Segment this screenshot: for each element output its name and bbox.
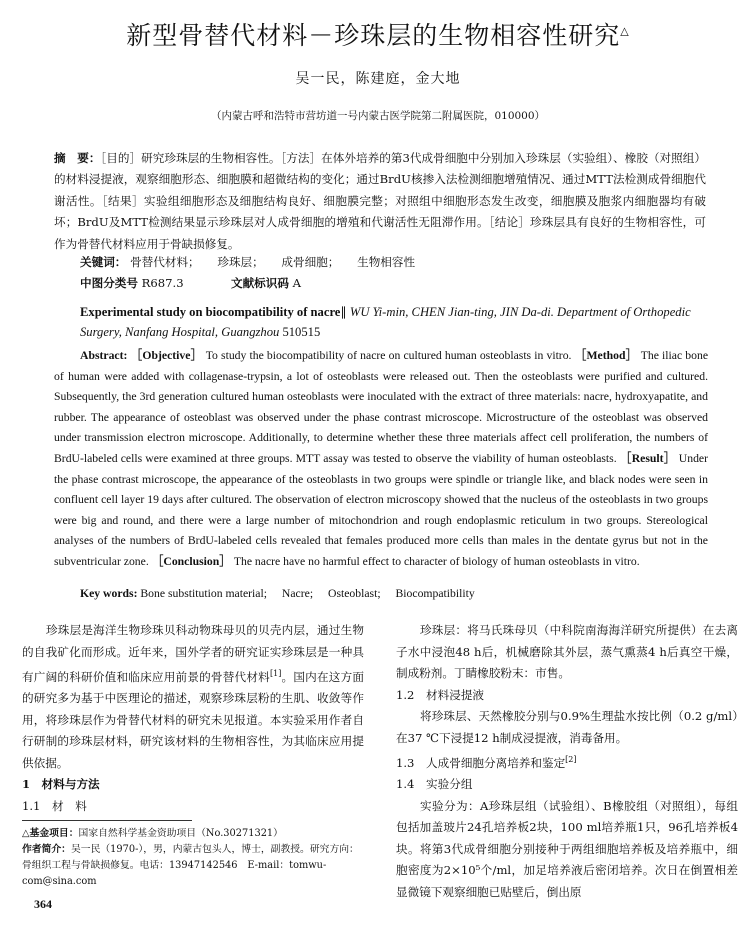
- materials-paragraph: 珍珠层：将马氏珠母贝（中科院南海海洋研究所提供）在去离子水中浸泡48 h后，机械磨除其外层，蒸气熏蒸4 h后真空干燥，制成粉剂。丁睛橡胶粉末：市售。: [396, 623, 738, 680]
- citation: [1]: [269, 669, 282, 678]
- english-authors-affiliation: WU Yi-min, CHEN Jian-ting, JIN Da-di. Department of Orthopedic Surgery, Nanfang Hospital, Guangzhou: [80, 305, 691, 339]
- author-bio-text: 吴一民（1970-），男，内蒙古包头人，博士，副教授。研究方向：骨组织工程与骨缺损修复。电话：13947142546 E-mail：tomwu-com@sina.com: [22, 844, 359, 887]
- footnote-divider: [22, 820, 192, 821]
- title-separator: ∥: [340, 305, 347, 319]
- page-number: 364: [34, 897, 52, 911]
- subsection-heading: 1.2 材料浸提液: [396, 687, 485, 702]
- subsection-heading: 1.1 材 料: [22, 798, 87, 813]
- subsection-heading-text: 1.3 人成骨细胞分离培养和鉴定: [396, 755, 566, 770]
- classification-line: [80, 275, 301, 291]
- objective-label: ［Objective］: [130, 349, 203, 362]
- abstract-body: ［目的］研究珍珠层的生物相容性。［方法］在体外培养的第3代成骨细胞中分别加入珍珠层（实验组）、橡胶（对照组）的材料浸提液，观察细胞形态、细胞膜和超微结构的变化；通过BrdU核掺入法检测细胞增殖情况、通过MTT法检测成骨细胞代谢活性。［结果］实验组细胞形态及细胞结构良好、细胞膜完整；对照组中细胞形态发生改变，细胞膜及胞浆内细胞器均有破坏；BrdU及MTT检测结果显示珍珠层对人成骨细胞的增殖和代谢活性无阻滞作用。［结论］珍珠层具有良好的生物相容性，可作为骨替代材料应用于骨缺损修复。: [54, 151, 706, 251]
- right-column: [396, 620, 738, 903]
- citation: [2]: [565, 755, 577, 764]
- extract-paragraph: 将珍珠层、天然橡胶分别与0.9%生理盐水按比例（0.2 g/ml）在37 ℃下浸提12 h制成浸提液，消毒备用。: [396, 709, 738, 745]
- paper-title: [0, 16, 756, 52]
- english-title: Experimental study on biocompatibility of nacre: [80, 305, 341, 319]
- en-keyword: Nacre;: [281, 587, 314, 600]
- method-label: ［Method］: [574, 349, 638, 362]
- keyword: 珍珠层；: [217, 255, 264, 269]
- document-code: A: [292, 276, 302, 290]
- subsection-heading: 1.4 实验分组: [396, 777, 473, 792]
- chinese-keywords: [80, 254, 429, 270]
- en-keywords-label: Key words:: [80, 587, 138, 600]
- authors: 吴一民，陈建庭，金大地: [295, 71, 461, 87]
- left-column: [22, 620, 364, 817]
- fund-label: △基金项目：: [22, 828, 79, 839]
- keyword: 生物相容性: [357, 255, 416, 269]
- footnote: [22, 826, 364, 890]
- english-abstract: [54, 346, 708, 573]
- conclusion-label: ［Conclusion］: [151, 554, 231, 568]
- intro-text-continued: 。国内在这方面的研究多为基于中医理论的描述，观察珍珠层粉的生肌、收敛等作用，将珍珠层作为骨替代材料的研究未见报道。本实验采用作者自行研制的珍珠层材料，研究该材料的生物相容性，为其临床应用提供依据。: [22, 669, 364, 770]
- objective-text: To study the biocompatibility of nacre on cultured human osteoblasts in vitro.: [205, 349, 572, 362]
- conclusion-text: The nacre have no harmful effect to character of biology of human osteoblasts in vitro.: [233, 554, 640, 568]
- keyword: 骨替代材料；: [130, 255, 200, 269]
- intro-paragraph: [22, 620, 364, 774]
- en-keyword: Bone substitution material;: [140, 587, 267, 600]
- classification-code: R687.3: [141, 276, 184, 290]
- classification-label: 中图分类号: [80, 276, 138, 290]
- method-text: The iliac bone of human were added with collagenase-trypsin, a lot of osteoblasts were released out. Then the osteoblasts were purified and cultured. Subsequently, the 3rd generation cultured human osteoblasts were inoculated with the extract of three materials: nacre, hydroxyapatite, and rubber. The appearance of osteoblast was observed under the phase contrast microscope. Microstructure of the osteoblast was observed under transmission electron microscope. Additionally, to determine whether these three materials affect cell proliferation, the numbers of BrdU-labeled cells were examined at three groups. MTT assay was tested to observe the viability of human osteoblasts.: [54, 349, 709, 465]
- keyword: 成骨细胞；: [281, 255, 340, 269]
- title-footnote-mark: △: [620, 24, 630, 38]
- result-text: Under the phase contrast microscope, the appearance of the osteoblasts in two groups were spindle or triangle like, and black nodes were seen in confluent cell layer 19 days after cultured. The observation of electron microscopy showed that the nucleus of the osteoblasts in two groups were big and round, and there were a large number of mitochondrion and rough endoplasmic reticulum in two groups. Stereological analyses of the numbers of BrdU-labeled cells revealed that females produced more cells than males in the dentate gyrus but not in the subventricular zone.: [54, 451, 708, 568]
- en-abstract-label: Abstract:: [80, 349, 128, 362]
- fund-text: 国家自然科学基金资助项目（No.30271321）: [78, 828, 283, 839]
- abstract-label: 摘 要：: [54, 151, 101, 165]
- fund-note: [22, 826, 364, 842]
- result-label: ［Result］: [619, 451, 676, 465]
- english-title-block: [80, 302, 708, 342]
- title-text: 新型骨替代材料－珍珠层的生物相容性研究: [126, 21, 621, 50]
- postcode: 510515: [282, 325, 321, 339]
- english-keywords: [80, 587, 487, 600]
- subsection-heading: [396, 749, 738, 774]
- affiliation: （内蒙古呼和浩特市营坊道一号内蒙古医学院第二附属医院，010000）: [210, 110, 546, 122]
- intro-text: 珍珠层是海洋生物珍珠贝科动物珠母贝的贝壳内层，通过生物的自我矿化而形成。近年来，国外学者的研究证实珍珠层是一种具有广阔的科研价值和临床应用前景的骨替代材料: [22, 623, 364, 684]
- en-keyword: Osteoblast;: [328, 587, 381, 600]
- author-note: [22, 842, 364, 890]
- document-code-label: 文献标识码: [230, 276, 289, 290]
- chinese-abstract: [54, 148, 706, 255]
- author-bio-label: 作者简介：: [22, 844, 71, 855]
- grouping-paragraph: 实验分为：A珍珠层组（试验组）、B橡胶组（对照组），每组包括加盖玻片24孔培养板2块，100 ml培养瓶1只，96孔培养板4块。将第3代成骨细胞分别接种于两组细胞培养板及培养瓶中，细胞密度为2×10⁵个/ml，加足培养液后密闭培养。次日在倒置相差显微镜下观察细胞已贴壁后，倒出原: [396, 798, 738, 899]
- keywords-label: 关键词：: [80, 255, 127, 269]
- section-heading: 1 材料与方法: [22, 777, 100, 792]
- en-keyword: Biocompatibility: [395, 587, 475, 600]
